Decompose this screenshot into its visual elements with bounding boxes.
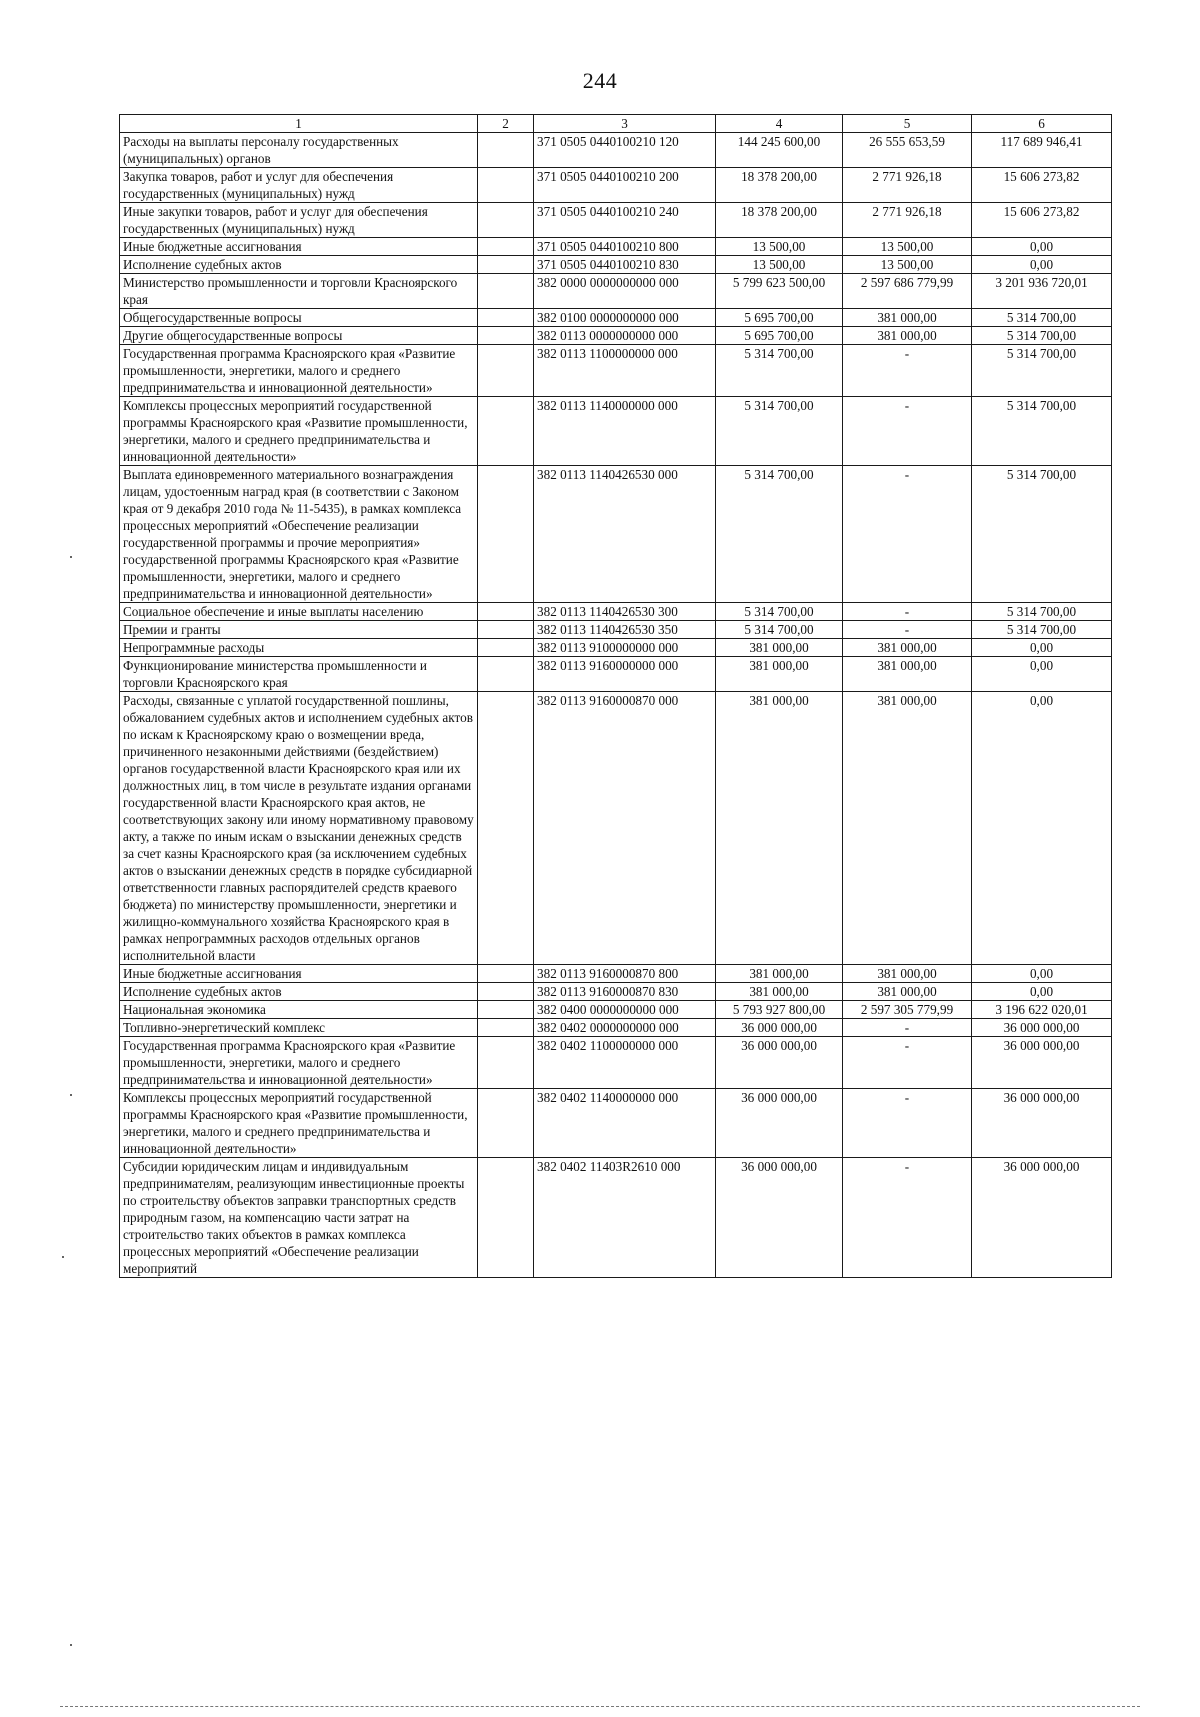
table-row [120,639,1112,657]
row-col2 [478,238,534,256]
row-name: Социальное обеспечение и иные выплаты населению [120,603,478,621]
row-code: 382 0402 1100000000 000 [534,1037,716,1089]
row-value-5: 381 000,00 [843,327,972,345]
row-value-5: 26 555 653,59 [843,133,972,168]
row-value-4: 36 000 000,00 [716,1158,843,1278]
row-value-5: - [843,397,972,466]
row-value-6: 5 314 700,00 [972,466,1112,603]
table-row [120,1089,1112,1158]
header-col-3: 3 [534,115,716,133]
page-number: 244 [582,68,618,93]
row-code: 382 0400 0000000000 000 [534,1001,716,1019]
row-value-6: 3 201 936 720,01 [972,274,1112,309]
row-value-6: 5 314 700,00 [972,345,1112,397]
row-code: 382 0113 9160000870 800 [534,965,716,983]
table-row [120,965,1112,983]
row-value-6: 36 000 000,00 [972,1158,1112,1278]
row-name: Непрограммные расходы [120,639,478,657]
row-value-6: 15 606 273,82 [972,168,1112,203]
row-code: 382 0402 11403R2610 000 [534,1158,716,1278]
table-row [120,274,1112,309]
row-code: 382 0113 9100000000 000 [534,639,716,657]
table-body [120,133,1112,1278]
table-row [120,1019,1112,1037]
table-row [120,397,1112,466]
row-col2 [478,309,534,327]
row-value-4: 36 000 000,00 [716,1037,843,1089]
table-row [120,466,1112,603]
row-name: Исполнение судебных актов [120,256,478,274]
header-row [120,115,1112,133]
row-name: Субсидии юридическим лицам и индивидуальным предпринимателям, реализующим инвестиционные проекты по строительству объектов заправки транспортных средств природным газом, на компенсацию части затрат на строительство таких объектов в рамках комплекса процессных мероприятий «Обеспечение реализации мероприятий [120,1158,478,1278]
row-code: 382 0113 9160000000 000 [534,657,716,692]
row-value-6: 3 196 622 020,01 [972,1001,1112,1019]
row-value-5: - [843,1019,972,1037]
row-value-4: 381 000,00 [716,983,843,1001]
row-name: Топливно-энергетический комплекс [120,1019,478,1037]
row-value-6: 5 314 700,00 [972,309,1112,327]
row-name: Министерство промышленности и торговли Красноярского края [120,274,478,309]
row-code: 371 0505 0440100210 240 [534,203,716,238]
table-row [120,345,1112,397]
row-value-5: 2 771 926,18 [843,203,972,238]
row-value-6: 0,00 [972,238,1112,256]
row-value-6: 0,00 [972,983,1112,1001]
row-value-4: 5 695 700,00 [716,309,843,327]
row-col2 [478,397,534,466]
row-col2 [478,1037,534,1089]
header-col-4: 4 [716,115,843,133]
row-value-6: 36 000 000,00 [972,1037,1112,1089]
row-name: Другие общегосударственные вопросы [120,327,478,345]
row-col2 [478,983,534,1001]
row-value-5: - [843,345,972,397]
row-value-4: 18 378 200,00 [716,168,843,203]
row-col2 [478,256,534,274]
table-row [120,621,1112,639]
row-code: 382 0100 0000000000 000 [534,309,716,327]
row-value-4: 5 314 700,00 [716,397,843,466]
table-row [120,203,1112,238]
row-name: Комплексы процессных мероприятий государственной программы Красноярского края «Развитие промышленности, энергетики, малого и среднего предпринимательства и инновационной деятельности» [120,1089,478,1158]
table-row [120,1037,1112,1089]
row-name: Комплексы процессных мероприятий государственной программы Красноярского края «Развитие промышленности, энергетики, малого и среднего предпринимательства и инновационной деятельности» [120,397,478,466]
row-value-6: 36 000 000,00 [972,1019,1112,1037]
row-value-6: 15 606 273,82 [972,203,1112,238]
scan-speck [70,1094,72,1096]
row-value-6: 36 000 000,00 [972,1089,1112,1158]
row-value-4: 144 245 600,00 [716,133,843,168]
row-col2 [478,1089,534,1158]
row-code: 382 0113 9160000870 830 [534,983,716,1001]
row-code: 382 0402 0000000000 000 [534,1019,716,1037]
table-row [120,238,1112,256]
header-col-1: 1 [120,115,478,133]
row-code: 371 0505 0440100210 800 [534,238,716,256]
table-row [120,657,1112,692]
row-value-5: 2 597 686 779,99 [843,274,972,309]
row-col2 [478,657,534,692]
header-col-5: 5 [843,115,972,133]
row-col2 [478,274,534,309]
row-value-6: 5 314 700,00 [972,397,1112,466]
row-value-5: 381 000,00 [843,657,972,692]
row-value-4: 36 000 000,00 [716,1019,843,1037]
row-value-6: 117 689 946,41 [972,133,1112,168]
row-name: Функционирование министерства промышленности и торговли Красноярского края [120,657,478,692]
scan-edge-line [60,1706,1140,1707]
row-value-5: 2 771 926,18 [843,168,972,203]
table-row [120,1001,1112,1019]
row-code: 371 0505 0440100210 120 [534,133,716,168]
row-value-4: 381 000,00 [716,692,843,965]
row-col2 [478,1019,534,1037]
row-code: 382 0113 9160000870 000 [534,692,716,965]
row-name: Выплата единовременного материального вознаграждения лицам, удостоенным наград края (в соответствии с Законом края от 9 декабря 2010 года № 11-5435), в рамках комплекса процессных мероприятий «Обеспечение реализации государственной программы и прочие мероприятия» государственной программы Красноярского края «Развитие промышленности, энергетики, малого и среднего предпринимательства и инновационной деятельности» [120,466,478,603]
row-value-4: 36 000 000,00 [716,1089,843,1158]
row-value-6: 5 314 700,00 [972,603,1112,621]
row-col2 [478,133,534,168]
row-value-5: 381 000,00 [843,309,972,327]
row-value-5: 381 000,00 [843,639,972,657]
row-value-4: 381 000,00 [716,965,843,983]
row-code: 382 0113 1100000000 000 [534,345,716,397]
row-value-4: 13 500,00 [716,256,843,274]
row-value-4: 5 314 700,00 [716,345,843,397]
row-value-4: 5 314 700,00 [716,466,843,603]
row-col2 [478,1158,534,1278]
row-name: Иные бюджетные ассигнования [120,238,478,256]
row-col2 [478,327,534,345]
table-row [120,1158,1112,1278]
header-col-2: 2 [478,115,534,133]
scan-speck [70,1644,72,1646]
row-value-4: 5 314 700,00 [716,603,843,621]
row-value-6: 0,00 [972,657,1112,692]
row-name: Закупка товаров, работ и услуг для обеспечения государственных (муниципальных) нужд [120,168,478,203]
row-value-6: 0,00 [972,256,1112,274]
row-name: Национальная экономика [120,1001,478,1019]
row-value-6: 0,00 [972,692,1112,965]
row-value-5: 381 000,00 [843,692,972,965]
row-value-4: 381 000,00 [716,657,843,692]
row-col2 [478,621,534,639]
row-code: 371 0505 0440100210 200 [534,168,716,203]
row-value-6: 0,00 [972,965,1112,983]
row-col2 [478,1001,534,1019]
row-value-4: 5 314 700,00 [716,621,843,639]
table-row [120,603,1112,621]
row-value-4: 5 799 623 500,00 [716,274,843,309]
row-code: 382 0113 1140000000 000 [534,397,716,466]
row-name: Государственная программа Красноярского края «Развитие промышленности, энергетики, малого и среднего предпринимательства и инновационной деятельности» [120,345,478,397]
scan-speck [70,556,72,558]
row-col2 [478,692,534,965]
row-value-4: 18 378 200,00 [716,203,843,238]
row-name: Общегосударственные вопросы [120,309,478,327]
row-col2 [478,603,534,621]
row-col2 [478,203,534,238]
row-value-5: - [843,603,972,621]
table-row [120,327,1112,345]
header-col-6: 6 [972,115,1112,133]
row-col2 [478,466,534,603]
row-name: Расходы на выплаты персоналу государственных (муниципальных) органов [120,133,478,168]
row-name: Государственная программа Красноярского края «Развитие промышленности, энергетики, малого и среднего предпринимательства и инновационной деятельности» [120,1037,478,1089]
row-code: 382 0000 0000000000 000 [534,274,716,309]
row-value-5: - [843,1037,972,1089]
row-value-5: 2 597 305 779,99 [843,1001,972,1019]
row-value-4: 5 793 927 800,00 [716,1001,843,1019]
row-value-6: 5 314 700,00 [972,621,1112,639]
table-row [120,256,1112,274]
row-value-5: 381 000,00 [843,983,972,1001]
row-value-5: - [843,1158,972,1278]
budget-table [119,114,1112,1278]
scan-speck [62,1256,64,1258]
row-name: Иные закупки товаров, работ и услуг для обеспечения государственных (муниципальных) нужд [120,203,478,238]
row-col2 [478,639,534,657]
table-row [120,309,1112,327]
table-row [120,983,1112,1001]
row-value-4: 381 000,00 [716,639,843,657]
row-code: 382 0113 1140426530 350 [534,621,716,639]
row-code: 382 0113 1140426530 300 [534,603,716,621]
row-col2 [478,965,534,983]
row-col2 [478,168,534,203]
row-value-4: 5 695 700,00 [716,327,843,345]
row-name: Исполнение судебных актов [120,983,478,1001]
row-name: Расходы, связанные с уплатой государственной пошлины, обжалованием судебных актов и исполнением судебных актов по искам к Красноярскому краю о возмещении вреда, причиненного незаконными действиями (бездействием) органов государственной власти Красноярского края или их должностных лиц, в том числе в результате издания органами государственной власти Красноярского края актов, не соответствующих закону или иному нормативному правовому акту, а также по иным искам о взыскании денежных средств за счет казны Красноярского края (за исключением судебных актов о взыскании денежных средств в порядке субсидиарной ответственности главных распорядителей средств краевого бюджета) по министерству промышленности, энергетики и жилищно-коммунального хозяйства Красноярского края в рамках непрограммных расходов отдельных органов исполнительной власти [120,692,478,965]
table-row [120,133,1112,168]
row-value-5: 381 000,00 [843,965,972,983]
row-value-6: 5 314 700,00 [972,327,1112,345]
row-name: Иные бюджетные ассигнования [120,965,478,983]
row-col2 [478,345,534,397]
row-code: 382 0113 1140426530 000 [534,466,716,603]
row-value-4: 13 500,00 [716,238,843,256]
row-code: 382 0402 1140000000 000 [534,1089,716,1158]
row-value-5: - [843,466,972,603]
row-value-5: - [843,621,972,639]
row-value-6: 0,00 [972,639,1112,657]
row-name: Премии и гранты [120,621,478,639]
table-header [120,115,1112,133]
row-code: 382 0113 0000000000 000 [534,327,716,345]
table-row [120,168,1112,203]
table-row [120,692,1112,965]
row-value-5: 13 500,00 [843,256,972,274]
row-code: 371 0505 0440100210 830 [534,256,716,274]
row-value-5: - [843,1089,972,1158]
row-value-5: 13 500,00 [843,238,972,256]
